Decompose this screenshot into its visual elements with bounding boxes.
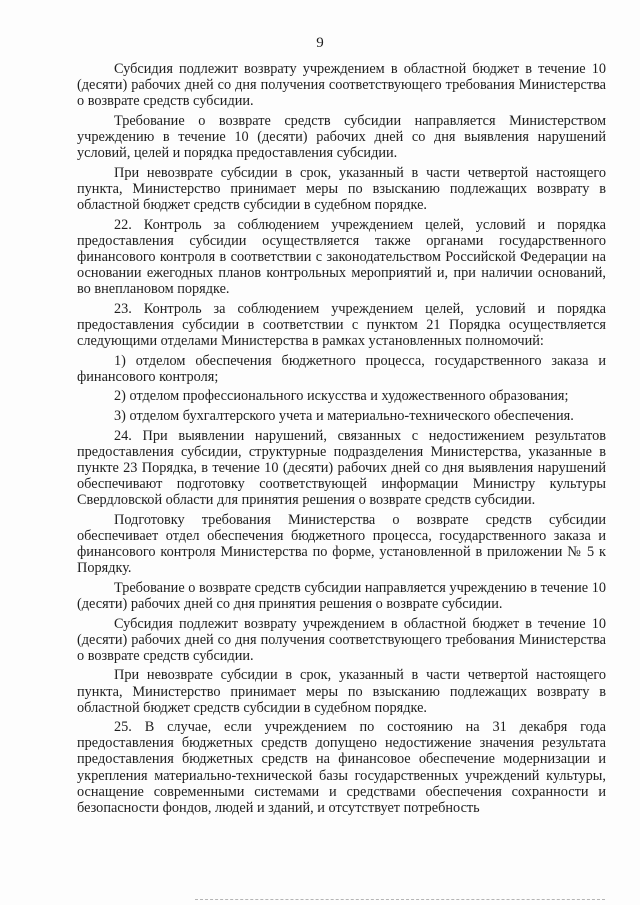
paragraph: Субсидия подлежит возврату учреждением в областной бюджет в течение 10 (десяти) рабочих дней со дня получения соответствующего требования Министерства о возврате средств субсидии.: [77, 615, 606, 664]
list-item: 1) отделом обеспечения бюджетного процесса, государственного заказа и финансового контроля;: [77, 352, 606, 385]
paragraph: Подготовку требования Министерства о возврате средств субсидии обеспечивает отдел обеспечения бюджетного процесса, государственного заказа и финансового контроля Министерства по форме, установленной в приложении № 5 к Порядку.: [77, 511, 606, 577]
paragraph: 25. В случае, если учреждением по состоянию на 31 декабря года предоставления бюджетных средств допущено недостижение значения результата предоставления бюджетных средств на финансовое обеспечение модернизации и укрепления материально-технической базы государственных учреждений культуры, оснащение современными системами и средствами обеспечения сохранности и безопасности фондов, людей и зданий, и отсутствует потребность: [77, 719, 606, 816]
paragraph: Субсидия подлежит возврату учреждением в областной бюджет в течение 10 (десяти) рабочих дней со дня получения соответствующего требования Министерства о возврате средств субсидии.: [77, 61, 606, 110]
paragraph: Требование о возврате средств субсидии направляется Министерством учреждению в течение 10 (десяти) рабочих дней со дня выявления нарушений условий, целей и порядка предоставления субсидии.: [77, 112, 606, 162]
scan-edge-divider: [195, 899, 605, 900]
paragraph: При невозврате субсидии в срок, указанный в части четвертой настоящего пункта, Министерство принимает меры по взысканию подлежащих возврату в областной бюджет средств субсидии в судебном порядке.: [77, 164, 606, 213]
list-item: 3) отделом бухгалтерского учета и материально-технического обеспечения.: [114, 408, 574, 425]
paragraph: 23. Контроль за соблюдением учреждением целей, условий и порядка предоставления субсидии в соответствии с пунктом 21 Порядка осуществляется следующими отделами Министерства в рамках установленных полномочий:: [77, 300, 606, 349]
paragraph: 22. Контроль за соблюдением учреждением целей, условий и порядка предоставления субсидии осуществляется также органами государственного финансового контроля в соответствии с законодательством Российской Федерации на основании ежегодных планов контрольных мероприятий и, при наличии оснований, во внеплановом порядке.: [77, 216, 606, 297]
document-body: [77, 61, 606, 819]
paragraph: 24. При выявлении нарушений, связанных с недостижением результатов предоставления субсидии, структурные подразделения Министерства, указанные в пункте 23 Порядка, в течение 10 (десяти) рабочих дней со дня выявления нарушений обеспечивают подготовку соответствующей информации Министру культуры Свердловской области для принятия решения о возврате средств субсидии.: [77, 427, 606, 509]
paragraph: Требование о возврате средств субсидии направляется учреждению в течение 10 (десяти) рабочих дней со дня принятия решения о возврате субсидии.: [77, 579, 606, 612]
page-number: 9: [316, 35, 324, 51]
list-item: 2) отделом профессионального искусства и художественного образования;: [114, 388, 569, 405]
paragraph: При невозврате субсидии в срок, указанный в части четвертой настоящего пункта, Министерство принимает меры по взысканию подлежащих возврату в областной бюджет средств субсидии в судебном порядке.: [77, 667, 606, 716]
